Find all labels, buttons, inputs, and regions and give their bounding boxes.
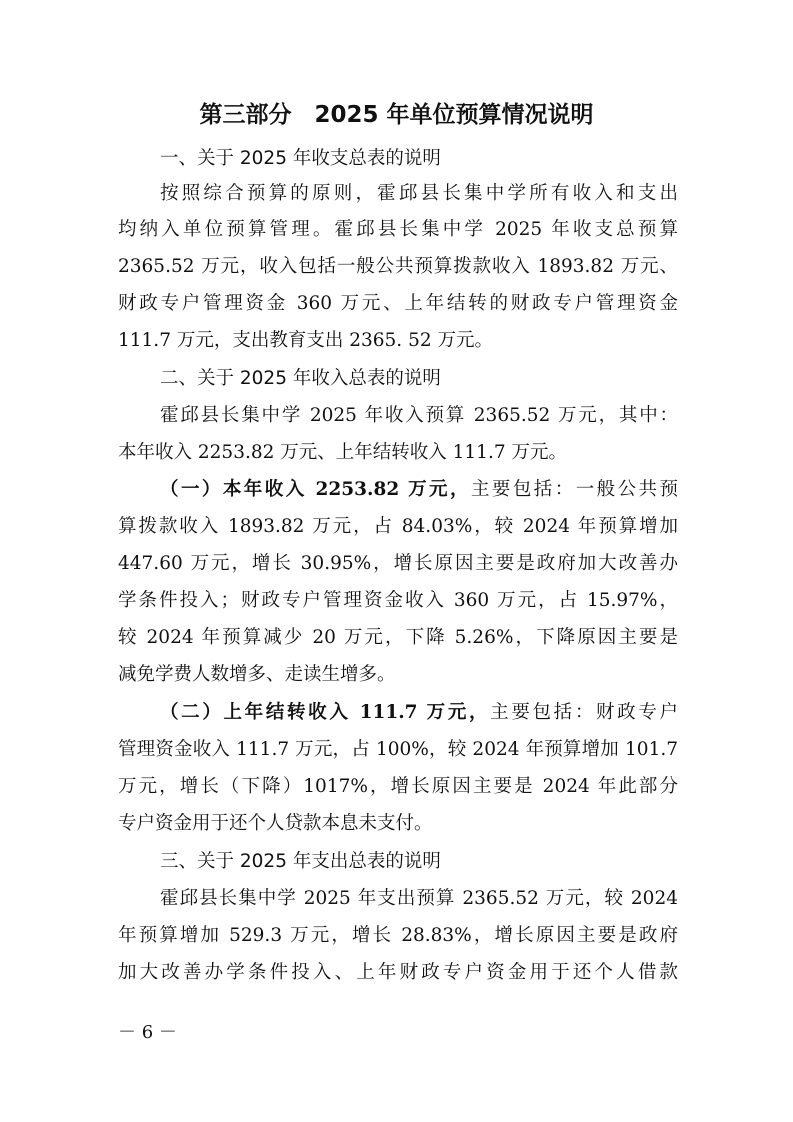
section-1-line: 均纳入单位预算管理。霍邱县长集中学 2025 年收支总预算 (118, 219, 678, 240)
section-2-line: 本年收入 2253.82 万元、上年结转收入 111.7 万元。 (118, 442, 567, 463)
section-3-line: 霍邱县长集中学 2025 年支出预算 2365.52 万元，较 2024 (160, 888, 678, 909)
subsection-1-first-line (160, 476, 678, 504)
subsection-1-bold-lead: （一）本年收入 2253.82 万元， (160, 479, 471, 500)
section-1-line: 按照综合预算的原则，霍邱县长集中学所有收入和支出 (160, 183, 678, 204)
subsection-2-line: 万元，增长（下降）1017%，增长原因主要是 2024 年此部分 (118, 776, 678, 797)
subsection-1-line: 算拨款收入 1893.82 万元，占 84.03%，较 2024 年预算增加 (118, 516, 678, 537)
section-1-line: 财政专户管理资金 360 万元、上年结转的财政专户管理资金 (118, 293, 678, 314)
subsection-2-lead-rest: 主要包括：财政专户 (490, 702, 678, 723)
page-number: － 6 － (118, 1022, 177, 1043)
section-3-line: 年预算增加 529.3 万元，增长 28.83%，增长原因主要是政府 (118, 925, 678, 946)
section-2-heading: 二、关于 2025 年收入总表的说明 (160, 368, 441, 389)
section-3-line: 加大改善办学条件投入、上年财政专户资金用于还个人借款 (118, 962, 678, 983)
page-title: 第三部分 2025 年单位预算情况说明 (199, 102, 594, 128)
section-1-line: 111.7 万元，支出教育支出 2365. 52 万元。 (118, 330, 493, 351)
subsection-2-line: 管理资金收入 111.7 万元，占 100%，较 2024 年预算增加 101.7 (118, 739, 678, 760)
subsection-1-lead-rest: 主要包括：一般公共预 (470, 479, 678, 500)
subsection-2-line: 专户资金用于还个人贷款本息未支付。 (118, 813, 433, 834)
section-1-line: 2365.52 万元，收入包括一般公共预算拨款收入 1893.82 万元、 (118, 256, 678, 277)
subsection-1-line: 学条件投入；财政专户管理资金收入 360 万元，占 15.97%， (118, 590, 678, 611)
subsection-1-line: 较 2024 年预算减少 20 万元，下降 5.26%，下降原因主要是 (118, 627, 678, 648)
section-2-line: 霍邱县长集中学 2025 年收入预算 2365.52 万元，其中： (160, 405, 678, 426)
subsection-2-first-line (160, 699, 678, 727)
section-1-heading: 一、关于 2025 年收支总表的说明 (160, 148, 441, 169)
section-3-heading: 三、关于 2025 年支出总表的说明 (160, 851, 441, 872)
subsection-1-line: 447.60 万元，增长 30.95%，增长原因主要是政府加大改善办 (118, 553, 678, 574)
subsection-2-bold-lead: （二）上年结转收入 111.7 万元， (160, 702, 491, 723)
subsection-1-line: 减免学费人数增多、走读生增多。 (118, 664, 396, 685)
